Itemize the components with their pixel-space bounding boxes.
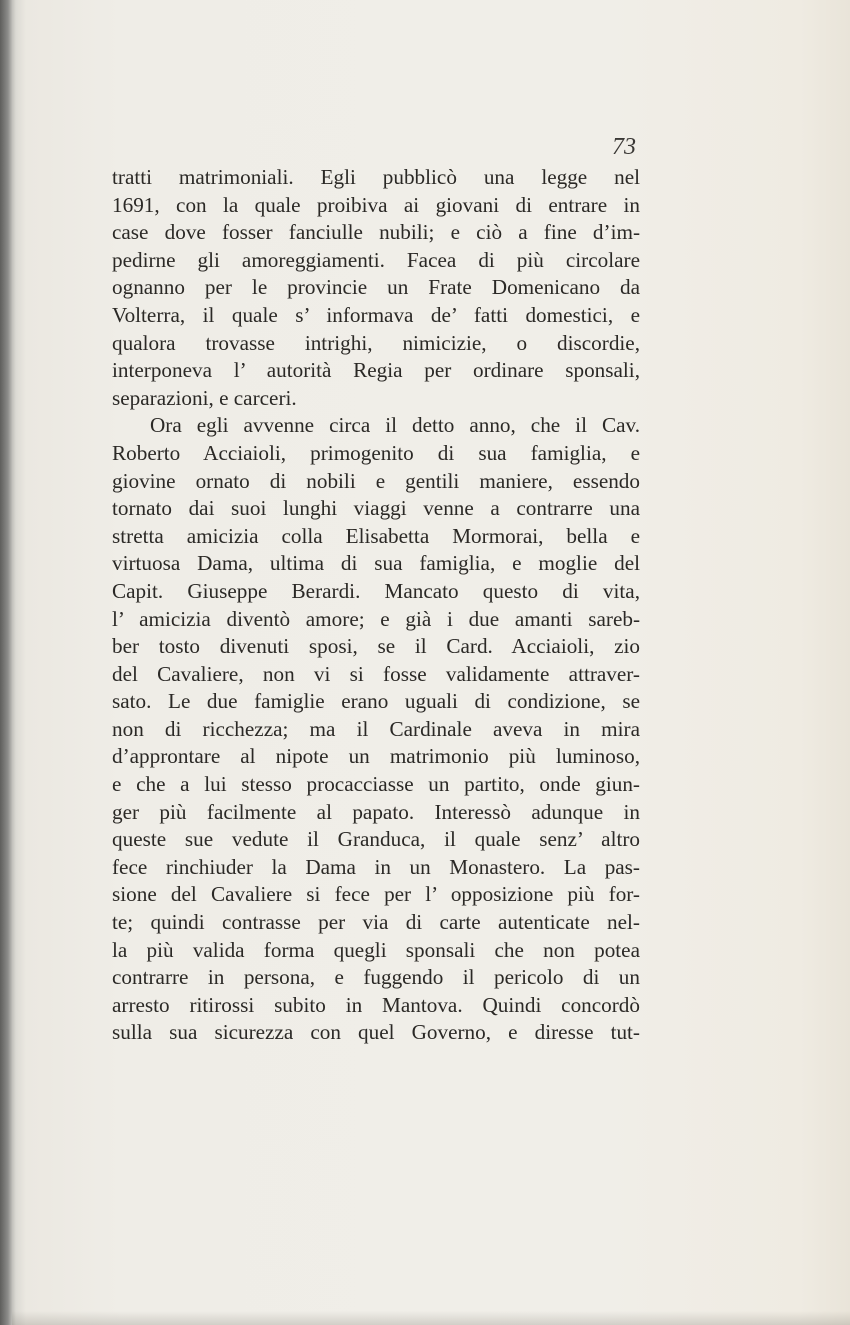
text-line: non di ricchezza; ma il Cardinale aveva in mira xyxy=(112,716,640,741)
text-line: sulla sua sicurezza con quel Governo, e diresse tut- xyxy=(112,1020,640,1045)
text-line: case dove fosser fanciulle nubili; e ciò a fine d’im- xyxy=(112,220,640,245)
text-line: ger più facilmente al papato. Interessò adunque in xyxy=(112,799,640,824)
text-line: interponeva l’ autorità Regia per ordinare sponsali, xyxy=(112,358,640,383)
text-line: Volterra, il quale s’ informava de’ fatti domestici, e xyxy=(112,302,640,327)
text-line: l’ amicizia diventò amore; e già i due amanti sareb- xyxy=(112,606,640,631)
text-line: ognanno per le provincie un Frate Domenicano da xyxy=(112,275,640,300)
text-line: stretta amicizia colla Elisabetta Mormorai, bella e xyxy=(112,523,640,548)
text-line: separazioni, e carceri. xyxy=(112,385,297,410)
text-line: Roberto Acciaioli, primogenito di sua famiglia, e xyxy=(112,440,640,465)
text-line: contrarre in persona, e fuggendo il pericolo di un xyxy=(112,965,640,990)
text-line: 1691, con la quale proibiva ai giovani di entrare in xyxy=(112,192,640,217)
page-number: 73 xyxy=(612,134,636,160)
text-line: sato. Le due famiglie erano uguali di condizione, se xyxy=(112,689,640,714)
text-line: arresto ritirossi subito in Mantova. Quindi concordò xyxy=(112,992,640,1017)
book-binding-edge xyxy=(0,0,12,1325)
page-bottom-shadow xyxy=(12,1311,850,1325)
text-line: e che a lui stesso procacciasse un partito, onde giun- xyxy=(112,772,640,797)
text-line: Capit. Giuseppe Berardi. Mancato questo di vita, xyxy=(112,578,640,603)
text-line: sione del Cavaliere si fece per l’ opposizione più for- xyxy=(112,882,640,907)
text-line: tornato dai suoi lunghi viaggi venne a contrarre una xyxy=(112,496,640,521)
text-line: fece rinchiuder la Dama in un Monastero. La pas- xyxy=(112,854,640,879)
text-line: queste sue vedute il Granduca, il quale senz’ altro xyxy=(112,827,640,852)
text-line: virtuosa Dama, ultima di sua famiglia, e moglie del xyxy=(112,551,640,576)
text-line: giovine ornato di nobili e gentili maniere, essendo xyxy=(112,468,640,493)
text-line: Ora egli avvenne circa il detto anno, che il Cav. xyxy=(150,413,640,438)
text-line: pedirne gli amoreggiamenti. Facea di più circolare xyxy=(112,247,640,272)
text-line: ber tosto divenuti sposi, se il Card. Acciaioli, zio xyxy=(112,634,640,659)
text-line: tratti matrimoniali. Egli pubblicò una legge nel xyxy=(112,165,640,189)
text-line: d’approntare al nipote un matrimonio più luminoso, xyxy=(112,744,640,769)
text-line: qualora trovasse intrighi, nimicizie, o discordie, xyxy=(112,330,640,355)
text-line: del Cavaliere, non vi si fosse validamente attraver- xyxy=(112,661,640,686)
body-text xyxy=(112,164,640,1047)
text-line: la più valida forma quegli sponsali che non potea xyxy=(112,937,640,962)
text-line: te; quindi contrasse per via di carte autenticate nel- xyxy=(112,910,640,935)
